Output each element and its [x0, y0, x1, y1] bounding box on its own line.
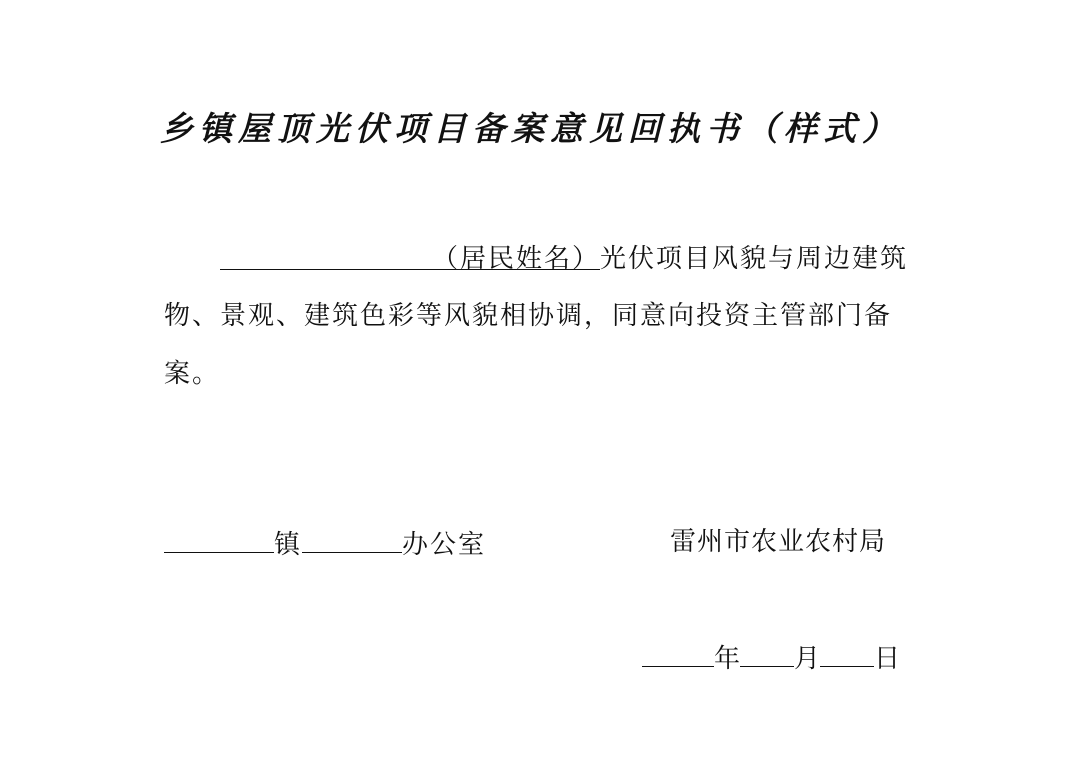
body-line-2: 物、景观、建筑色彩等风貌相协调，同意向投资主管部门备 — [164, 301, 893, 331]
town-name-blank[interactable] — [164, 524, 274, 553]
office-name-blank[interactable] — [302, 524, 402, 553]
town-office-signature — [164, 524, 486, 563]
year-label: 年 — [714, 644, 741, 674]
body-line-1 — [164, 241, 924, 277]
day-label: 日 — [874, 644, 901, 674]
date-line — [642, 638, 900, 677]
bureau-signature: 雷州市农业农村局 — [670, 527, 887, 557]
office-label: 办公室 — [402, 530, 487, 560]
body-line-3: 案。 — [164, 359, 221, 389]
resident-name-placeholder: （居民姓名） — [431, 244, 600, 274]
day-blank[interactable] — [820, 638, 874, 667]
town-label: 镇 — [274, 530, 303, 560]
month-blank[interactable] — [740, 638, 794, 667]
year-blank[interactable] — [642, 638, 714, 667]
document-title: 乡镇屋顶光伏项目备案意见回执书（样式） — [160, 109, 901, 148]
body-line-1-text: 光伏项目风貌与周边建筑 — [600, 244, 909, 274]
month-label: 月 — [794, 644, 821, 674]
resident-name-blank[interactable] — [220, 241, 600, 274]
